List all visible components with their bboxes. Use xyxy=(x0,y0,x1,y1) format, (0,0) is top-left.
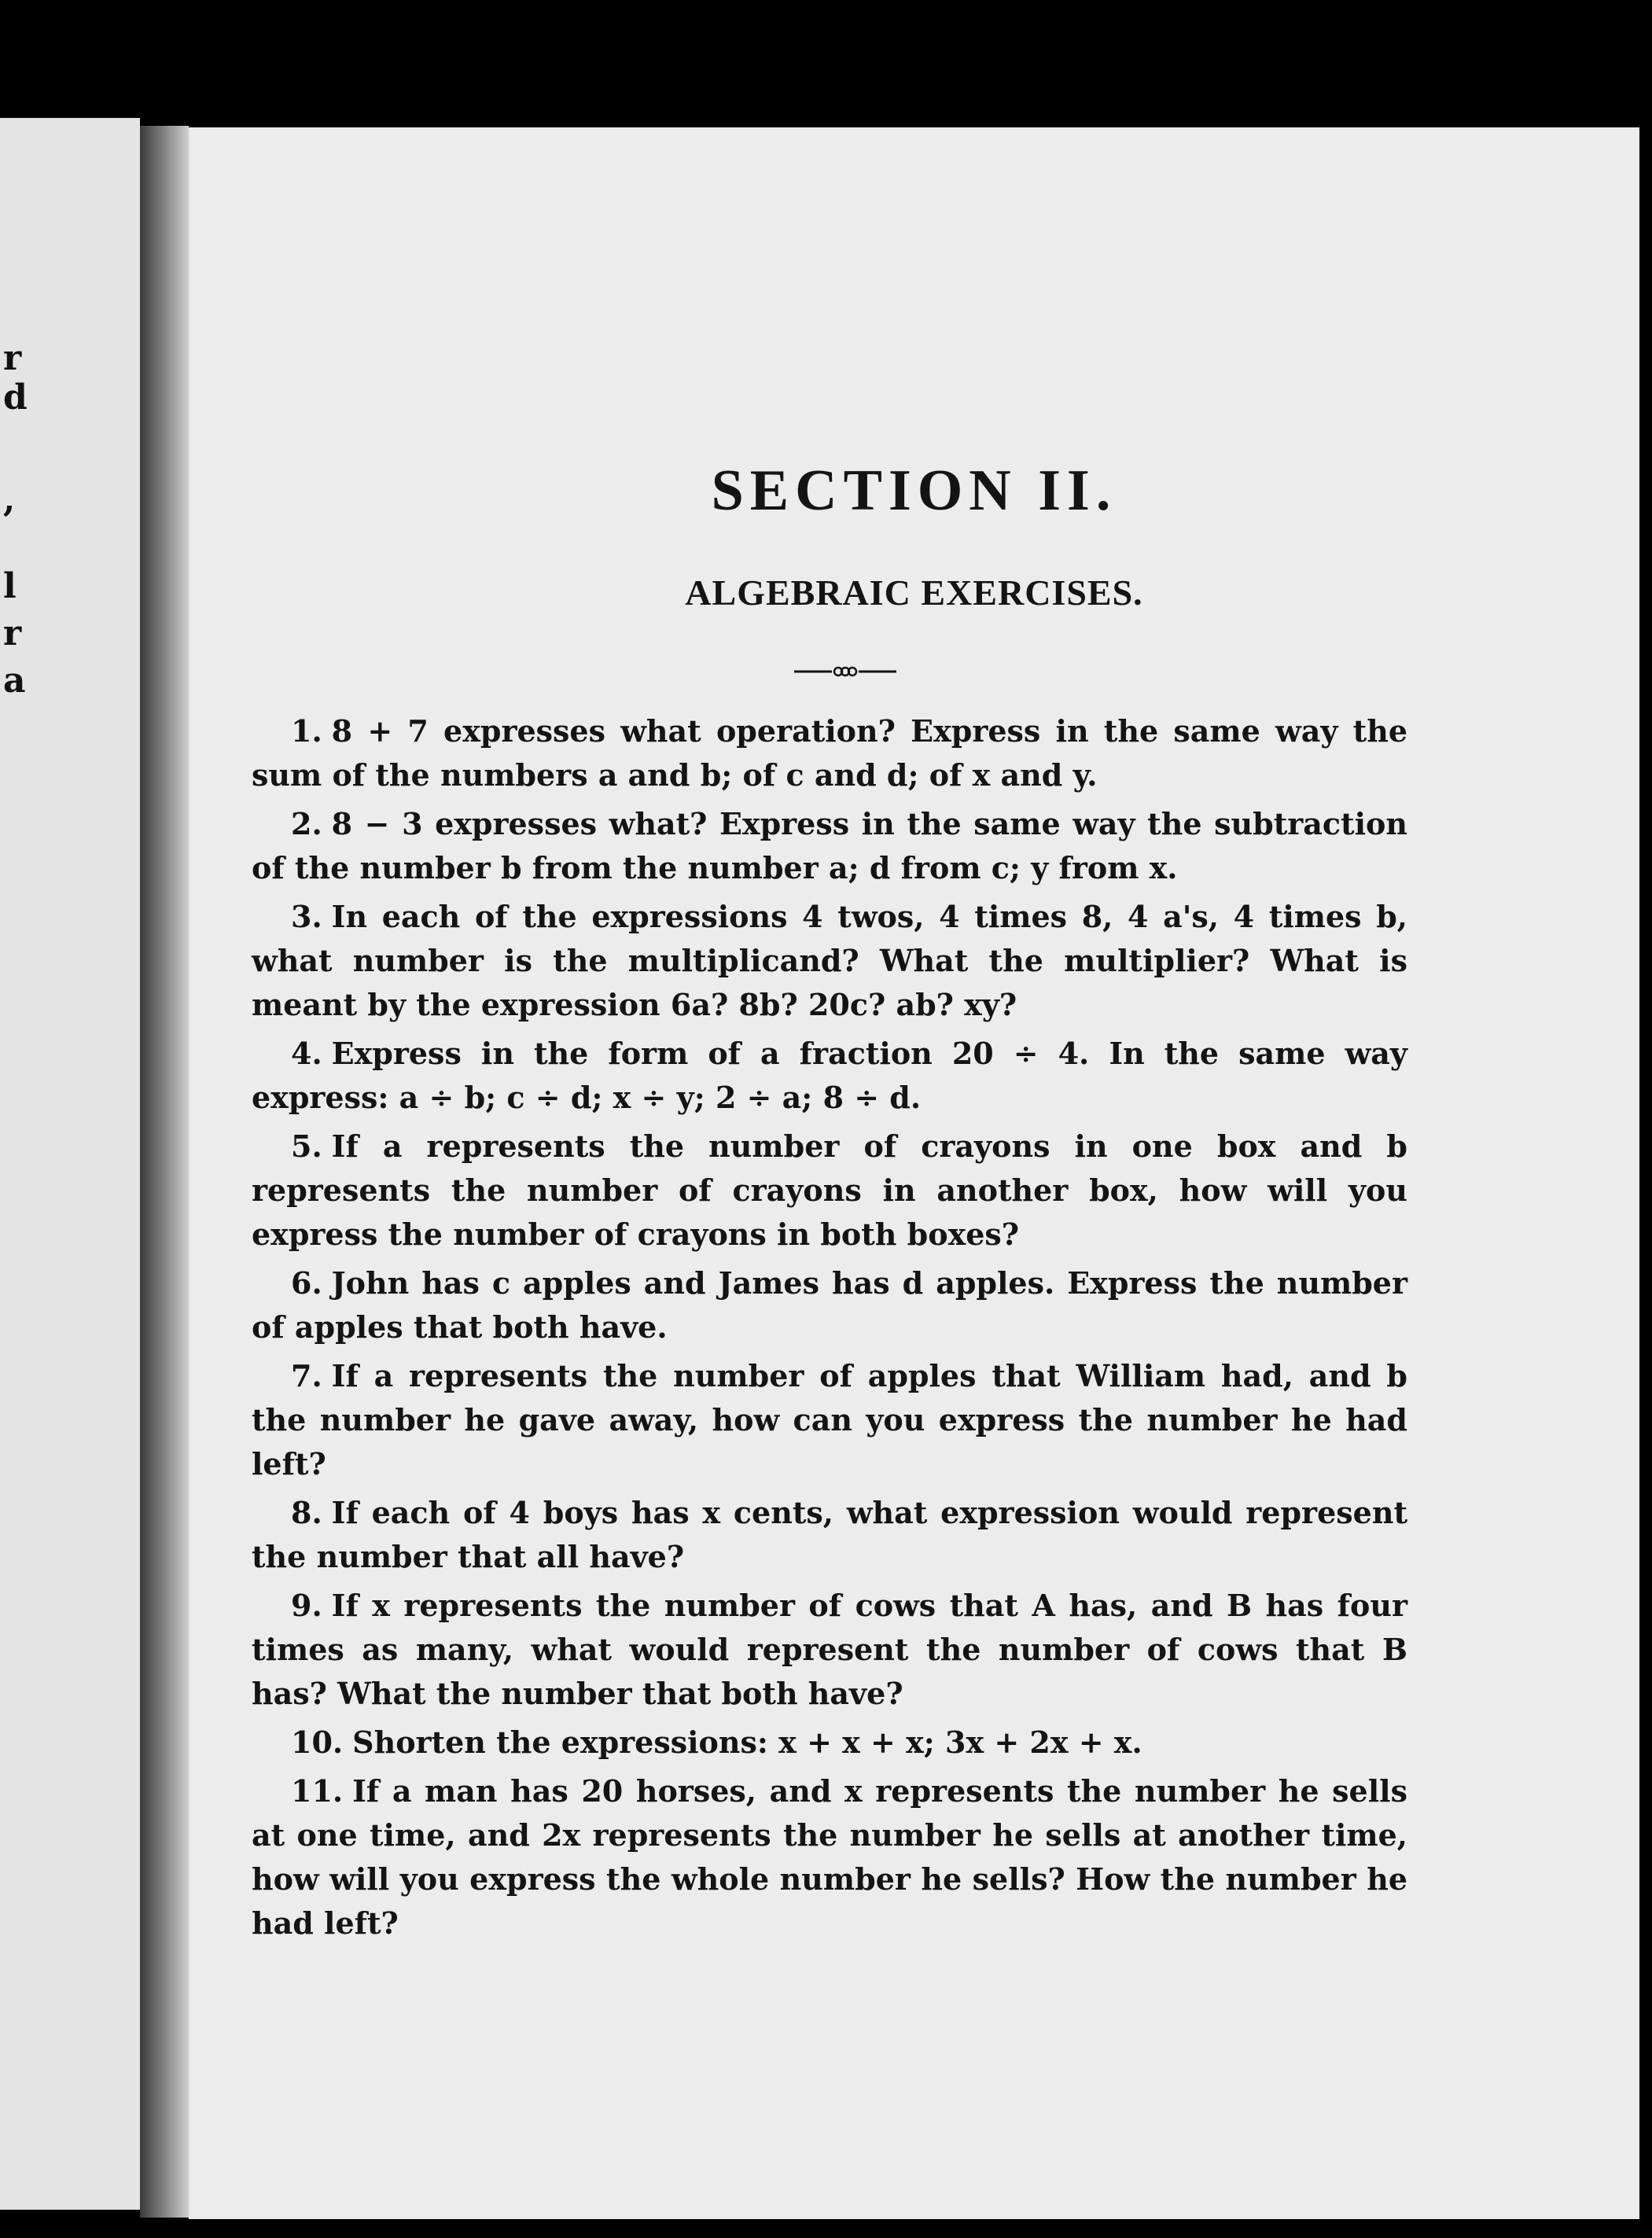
exercise-item xyxy=(252,1721,1407,1765)
exercise-item xyxy=(252,1354,1407,1486)
exercise-item xyxy=(252,895,1407,1027)
left-page-char: , xyxy=(3,480,16,520)
exercise-number: 4. xyxy=(291,1036,322,1071)
exercise-text: Express in the form of a fraction 20 ÷ 4. In the same way express: a ÷ b; c ÷ d; x ÷ y; 2 ÷ a; 8 ÷ d. xyxy=(252,1036,1407,1115)
exercise-number: 8. xyxy=(291,1495,322,1530)
exercise-number: 9. xyxy=(291,1588,322,1623)
left-page-char: d xyxy=(3,377,28,418)
exercise-number: 1. xyxy=(291,713,322,749)
exercise-number: 3. xyxy=(291,899,322,934)
left-page-char: a xyxy=(3,661,26,701)
section-heading: SECTION II. xyxy=(711,458,1117,523)
exercise-number: 11. xyxy=(291,1773,344,1809)
exercise-item xyxy=(252,709,1407,797)
exercise-item xyxy=(252,1261,1407,1349)
exercise-text: John has c apples and James has d apples. Express the number of apples that both have. xyxy=(252,1265,1407,1345)
left-page-char: r xyxy=(3,338,22,378)
book-gutter xyxy=(140,126,189,2218)
ornament-divider xyxy=(794,666,896,677)
exercise-number: 7. xyxy=(291,1358,322,1393)
exercise-number: 10. xyxy=(291,1725,344,1760)
book-page xyxy=(189,127,1639,2219)
exercise-text: 8 + 7 expresses what operation? Express in the same way the sum of the numbers a and b; of c and d; of x and y. xyxy=(252,713,1407,793)
exercise-text: If a represents the number of crayons in one box and b represents the number of crayons in another box, how will you express the number of crayons in both boxes? xyxy=(252,1128,1407,1252)
exercise-item xyxy=(252,1032,1407,1120)
exercise-item xyxy=(252,1125,1407,1257)
exercise-text: Shorten the expressions: x + x + x; 3x + 2x + x. xyxy=(352,1725,1142,1760)
exercise-number: 5. xyxy=(291,1128,322,1164)
exercise-text: If a represents the number of apples that William had, and b the number he gave away, how can you express the number he had left? xyxy=(252,1358,1407,1482)
exercise-item xyxy=(252,1769,1407,1945)
exercise-text: If each of 4 boys has x cents, what expression would represent the number that all have? xyxy=(252,1495,1407,1574)
exercise-number: 6. xyxy=(291,1265,322,1301)
exercise-text: If x represents the number of cows that A has, and B has four times as many, what would represent the number of cows that B has? What the number that both have? xyxy=(252,1588,1407,1711)
exercise-item xyxy=(252,1491,1407,1579)
left-page-char: r xyxy=(3,613,22,653)
exercise-text: 8 − 3 expresses what? Express in the same way the subtraction of the number b from the number a; d from c; y from x. xyxy=(252,806,1407,885)
section-subheading: ALGEBRAIC EXERCISES. xyxy=(685,572,1143,613)
exercise-item xyxy=(252,802,1407,890)
exercise-text: If a man has 20 horses, and x represents the number he sells at one time, and 2x represents the number he sells at another time, how will you express the whole number he sells? How the number he had left? xyxy=(252,1773,1407,1941)
exercise-list xyxy=(252,709,1407,1950)
left-page-edge xyxy=(0,118,140,2210)
left-page-char: l xyxy=(3,566,17,606)
exercise-number: 2. xyxy=(291,806,322,841)
exercise-item xyxy=(252,1584,1407,1716)
exercise-text: In each of the expressions 4 twos, 4 times 8, 4 a's, 4 times b, what number is the multiplicand? What the multiplier? What is meant by the expression 6a? 8b? 20c? ab? xy? xyxy=(252,899,1407,1022)
